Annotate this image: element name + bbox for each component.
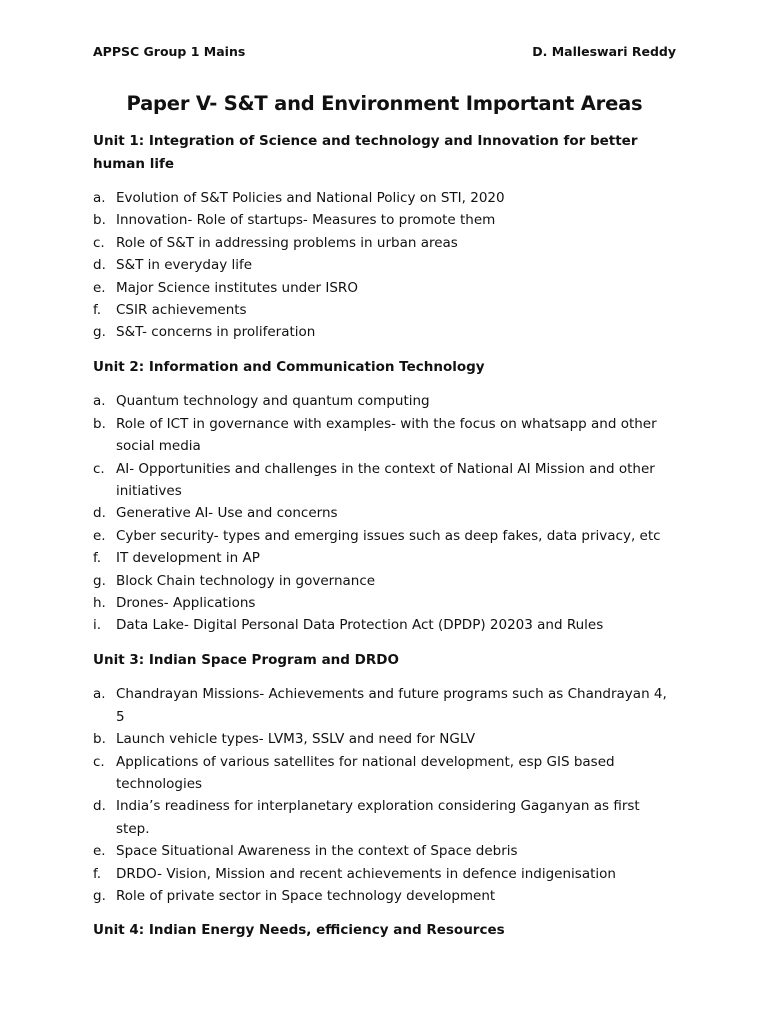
list-item-text: Innovation- Role of startups- Measures to promote them xyxy=(116,212,496,229)
list-item xyxy=(93,728,676,750)
list-item xyxy=(93,751,676,796)
list-item-text: Drones- Applications xyxy=(116,595,256,611)
list-item-text: India’s readiness for interplanetary exploration considering Gaganyan as first step. xyxy=(116,798,640,837)
list-item-marker: a. xyxy=(93,393,106,410)
list-item xyxy=(93,413,676,458)
list-item xyxy=(93,209,676,231)
list-item-text: Role of ICT in governance with examples- with the focus on whatsapp and other social media xyxy=(116,415,657,455)
unit-section-1 xyxy=(93,130,676,344)
list-item xyxy=(93,840,676,862)
list-item xyxy=(93,254,676,276)
list-item-marker: g. xyxy=(93,324,106,341)
list-item-text: S&T in everyday life xyxy=(116,257,253,274)
document-title: Paper V- S&T and Environment Important Areas xyxy=(126,92,643,115)
list-item-marker: a. xyxy=(93,190,106,206)
list-item-text: DRDO- Vision, Mission and recent achievements in defence indigenisation xyxy=(116,865,616,882)
list-item-text: Generative AI- Use and concerns xyxy=(116,505,338,522)
list-item-text: Role of private sector in Space technology development xyxy=(116,887,496,904)
unit-heading-3: Unit 3: Indian Space Program and DRDO xyxy=(93,651,399,668)
list-item xyxy=(93,683,676,728)
list-item-marker: a. xyxy=(93,686,106,703)
list-item-marker: g. xyxy=(93,572,106,589)
list-item-text: Block Chain technology in governance xyxy=(116,572,376,589)
list-item xyxy=(93,390,676,412)
list-item-marker: e. xyxy=(93,279,106,296)
list-item-text: AI- Opportunities and challenges in the context of National AI Mission and other initiatives xyxy=(116,460,655,499)
list-item-marker: b. xyxy=(93,731,106,748)
list-item-text: IT development in AP xyxy=(116,550,260,567)
list-item-marker: e. xyxy=(93,843,106,860)
list-item xyxy=(93,863,676,885)
unit-topic-list xyxy=(93,390,676,636)
page-header xyxy=(93,44,676,60)
list-item xyxy=(93,458,676,503)
list-item xyxy=(93,525,676,547)
unit-heading-2: Unit 2: Information and Communication Technology xyxy=(93,358,485,375)
list-item xyxy=(93,299,676,321)
list-item-text: Role of S&T in addressing problems in urban areas xyxy=(116,234,458,251)
list-item-text: Evolution of S&T Policies and National Policy on STI, 2020 xyxy=(116,190,505,206)
unit-section-3 xyxy=(93,649,676,908)
list-item-text: Chandrayan Missions- Achievements and future programs such as Chandrayan 4, 5 xyxy=(116,686,667,725)
header-left-text: APPSC Group 1 Mains xyxy=(93,44,246,59)
list-item-text: Applications of various satellites for national development, esp GIS based technologies xyxy=(116,753,615,792)
units-container xyxy=(93,130,676,942)
list-item-marker: d. xyxy=(93,798,106,815)
list-item-marker: e. xyxy=(93,527,106,544)
list-item xyxy=(93,502,676,524)
list-item-marker: b. xyxy=(93,415,106,432)
list-item xyxy=(93,795,676,840)
list-item-marker: g. xyxy=(93,887,106,904)
list-item-text: Launch vehicle types- LVM3, SSLV and need for NGLV xyxy=(116,731,476,748)
list-item-marker: i. xyxy=(93,617,102,634)
list-item-text: Cyber security- types and emerging issues such as deep fakes, data privacy, etc xyxy=(116,527,661,544)
list-item xyxy=(93,547,676,569)
unit-heading-1: Unit 1: Integration of Science and technology and Innovation for better human life xyxy=(93,133,638,172)
list-item-text: S&T- concerns in proliferation xyxy=(116,324,316,341)
unit-topic-list xyxy=(93,683,676,907)
list-item-marker: d. xyxy=(93,505,106,522)
list-item xyxy=(93,187,676,209)
list-item xyxy=(93,232,676,254)
list-item-text: CSIR achievements xyxy=(116,302,247,319)
list-item-marker: f. xyxy=(93,302,102,319)
list-item xyxy=(93,321,676,343)
list-item xyxy=(93,885,676,907)
list-item-text: Quantum technology and quantum computing xyxy=(116,393,430,410)
list-item-text: Data Lake- Digital Personal Data Protection Act (DPDP) 20203 and Rules xyxy=(116,617,604,634)
list-item xyxy=(93,277,676,299)
list-item-marker: c. xyxy=(93,753,105,770)
list-item-marker: f. xyxy=(93,865,102,882)
list-item xyxy=(93,570,676,592)
unit-heading-4: Unit 4: Indian Energy Needs, efficiency and Resources xyxy=(93,922,505,939)
list-item xyxy=(93,592,676,614)
list-item-text: Major Science institutes under ISRO xyxy=(116,279,358,296)
list-item xyxy=(93,614,676,636)
unit-section-4 xyxy=(93,919,676,942)
list-item-text: Space Situational Awareness in the context of Space debris xyxy=(116,843,518,860)
list-item-marker: d. xyxy=(93,257,106,274)
unit-section-2 xyxy=(93,356,676,637)
list-item-marker: c. xyxy=(93,234,105,251)
list-item-marker: f. xyxy=(93,550,102,567)
header-author-text: D. Malleswari Reddy xyxy=(532,44,676,59)
unit-topic-list xyxy=(93,187,676,344)
list-item-marker: h. xyxy=(93,595,106,611)
list-item-marker: c. xyxy=(93,460,105,477)
list-item-marker: b. xyxy=(93,212,106,229)
